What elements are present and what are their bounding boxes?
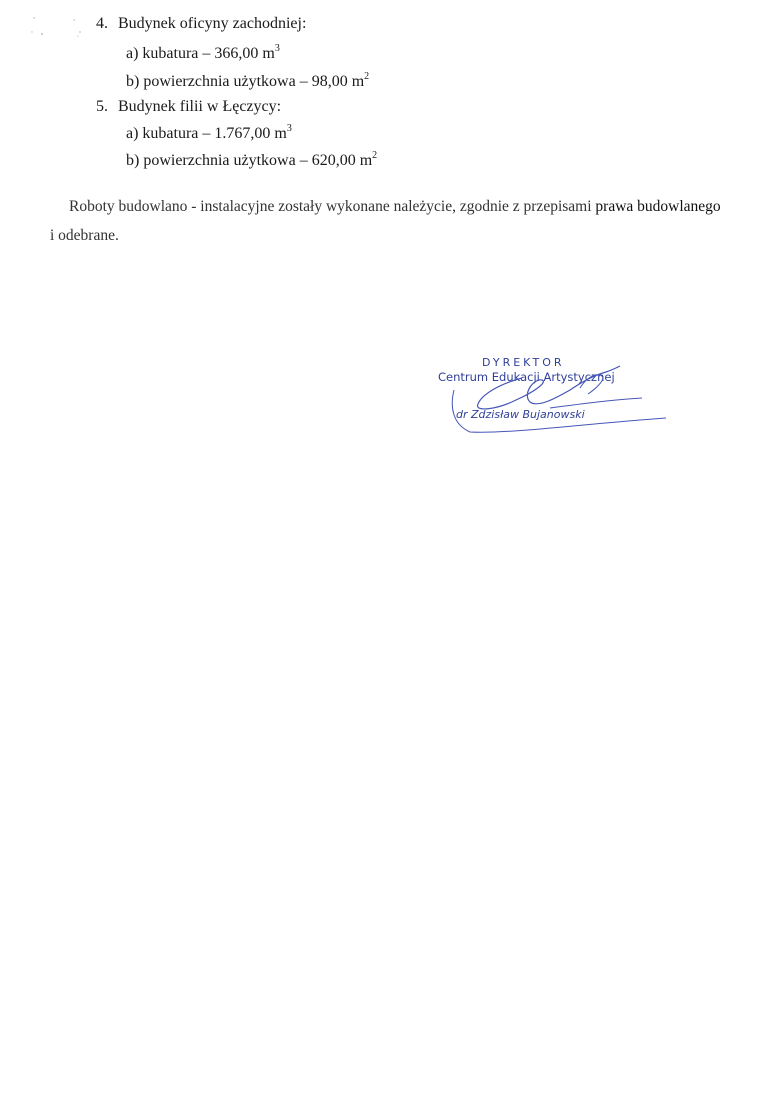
paragraph-emphasis: prawa budowlanego xyxy=(595,198,721,215)
list-item-title-text: Budynek filii w Łęczycy: xyxy=(118,98,282,115)
paragraph-line-2: i odebrane. xyxy=(50,227,119,244)
list-item-4-title xyxy=(96,14,306,34)
unit-exponent: 3 xyxy=(286,122,292,134)
list-item-number: 5. xyxy=(96,98,108,115)
unit-exponent: 2 xyxy=(364,70,370,82)
handwritten-signature-icon xyxy=(430,350,680,440)
list-item-title-text: Budynek oficyny zachodniej: xyxy=(118,15,307,32)
list-item-5-title xyxy=(96,97,281,117)
list-subitem xyxy=(126,44,280,64)
subitem-label: b) powierzchnia użytkowa – 98,00 m xyxy=(126,73,365,90)
subitem-label: a) kubatura – 1.767,00 m xyxy=(126,125,287,142)
acceptance-paragraph xyxy=(50,192,740,250)
list-subitem xyxy=(126,151,377,171)
list-subitem xyxy=(126,72,369,92)
stamp-organization: Centrum Edukacji Artystycznej xyxy=(438,370,615,384)
director-stamp xyxy=(430,350,680,440)
paragraph-line-1 xyxy=(50,192,740,221)
stamp-title: DYREKTOR xyxy=(482,356,565,369)
stamp-name: dr Zdzisław Bujanowski xyxy=(456,408,585,421)
subitem-label: a) kubatura – 366,00 m xyxy=(126,45,275,62)
paragraph-text: Roboty budowlano - instalacyjne zostały wykonane należycie, zgodnie z przepisami xyxy=(69,198,596,215)
scan-artifact-marks xyxy=(28,14,88,44)
unit-exponent: 3 xyxy=(274,42,280,54)
subitem-label: b) powierzchnia użytkowa – 620,00 m xyxy=(126,152,373,169)
list-subitem xyxy=(126,124,292,144)
unit-exponent: 2 xyxy=(372,149,378,161)
list-item-number: 4. xyxy=(96,15,108,32)
